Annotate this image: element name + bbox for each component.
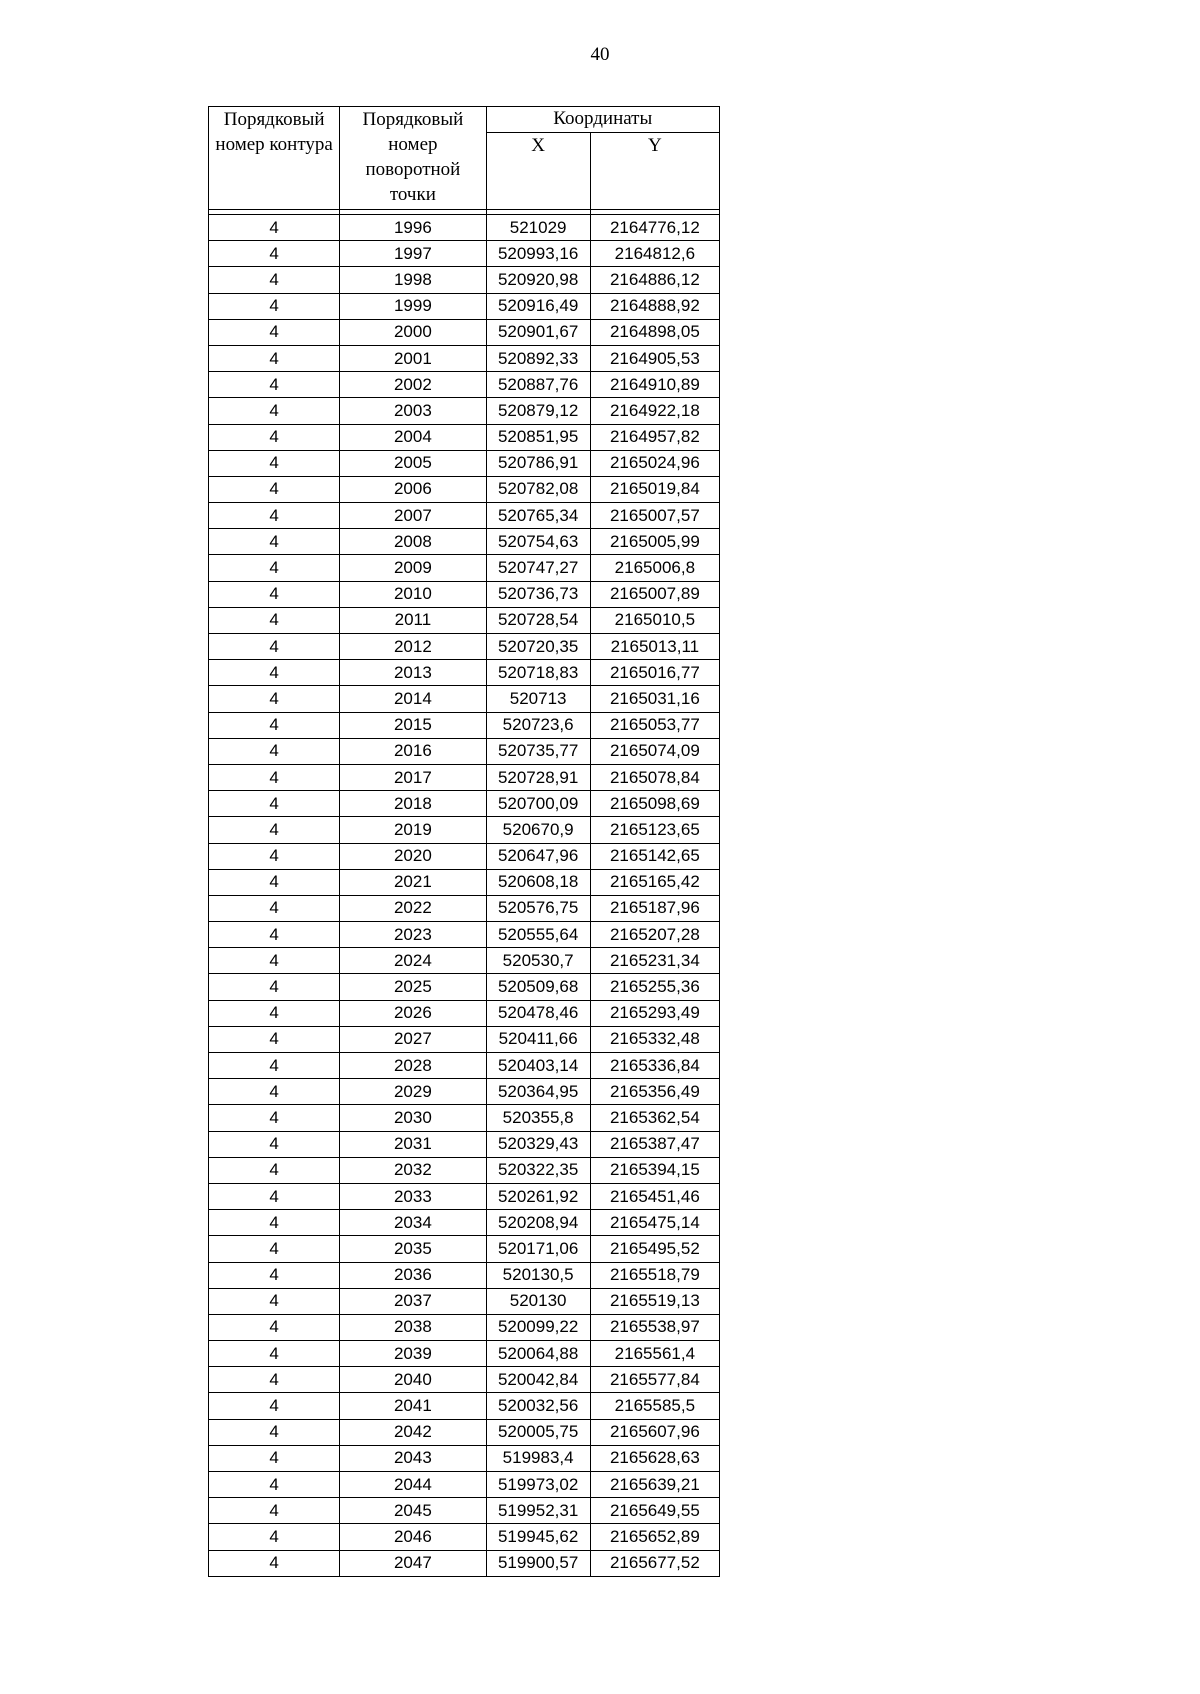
cell-point-number: 2024 (340, 948, 486, 974)
cell-y: 2165142,65 (590, 843, 719, 869)
cell-y: 2165495,52 (590, 1236, 719, 1262)
table-row (209, 1157, 720, 1183)
table-row (209, 1288, 720, 1314)
cell-point-number: 2034 (340, 1210, 486, 1236)
cell-contour-number: 4 (209, 817, 340, 843)
cell-point-number: 2023 (340, 922, 486, 948)
cell-point-number: 2039 (340, 1341, 486, 1367)
cell-x: 520718,83 (486, 660, 590, 686)
cell-y: 2165518,79 (590, 1262, 719, 1288)
table-row (209, 241, 720, 267)
cell-contour-number: 4 (209, 1053, 340, 1079)
cell-y: 2164910,89 (590, 372, 719, 398)
table-row (209, 476, 720, 502)
cell-point-number: 1999 (340, 293, 486, 319)
cell-point-number: 2007 (340, 503, 486, 529)
table-row (209, 529, 720, 555)
header-y: Y (590, 133, 719, 210)
cell-contour-number: 4 (209, 1314, 340, 1340)
table-row (209, 869, 720, 895)
cell-x: 520032,56 (486, 1393, 590, 1419)
cell-y: 2165007,89 (590, 581, 719, 607)
cell-point-number: 2004 (340, 424, 486, 450)
cell-x: 520735,77 (486, 738, 590, 764)
cell-x: 520322,35 (486, 1157, 590, 1183)
cell-x: 520130 (486, 1288, 590, 1314)
cell-x: 520782,08 (486, 476, 590, 502)
cell-y: 2165561,4 (590, 1341, 719, 1367)
cell-contour-number: 4 (209, 503, 340, 529)
cell-point-number: 2033 (340, 1183, 486, 1209)
table-row (209, 1393, 720, 1419)
table-row (209, 1079, 720, 1105)
cell-x: 520042,84 (486, 1367, 590, 1393)
cell-x: 520576,75 (486, 895, 590, 921)
table-row (209, 1341, 720, 1367)
cell-contour-number: 4 (209, 581, 340, 607)
cell-x: 519983,4 (486, 1445, 590, 1471)
cell-point-number: 2041 (340, 1393, 486, 1419)
cell-point-number: 1997 (340, 241, 486, 267)
cell-contour-number: 4 (209, 1367, 340, 1393)
cell-x: 519952,31 (486, 1498, 590, 1524)
table-row (209, 1314, 720, 1340)
table-row (209, 503, 720, 529)
table-row (209, 686, 720, 712)
table-row (209, 1000, 720, 1026)
cell-contour-number: 4 (209, 1445, 340, 1471)
cell-point-number: 2011 (340, 607, 486, 633)
cell-contour-number: 4 (209, 660, 340, 686)
cell-point-number: 2037 (340, 1288, 486, 1314)
cell-y: 2165019,84 (590, 476, 719, 502)
table-row (209, 1445, 720, 1471)
cell-point-number: 2035 (340, 1236, 486, 1262)
cell-y: 2165607,96 (590, 1419, 719, 1445)
cell-contour-number: 4 (209, 1079, 340, 1105)
cell-contour-number: 4 (209, 241, 340, 267)
cell-x: 520478,46 (486, 1000, 590, 1026)
cell-y: 2164905,53 (590, 345, 719, 371)
cell-contour-number: 4 (209, 372, 340, 398)
table-row (209, 1262, 720, 1288)
coordinates-table (208, 106, 720, 1577)
cell-y: 2165649,55 (590, 1498, 719, 1524)
cell-y: 2165123,65 (590, 817, 719, 843)
table-row (209, 1236, 720, 1262)
cell-y: 2165031,16 (590, 686, 719, 712)
cell-y: 2165231,34 (590, 948, 719, 974)
cell-x: 520723,6 (486, 712, 590, 738)
cell-y: 2164888,92 (590, 293, 719, 319)
cell-contour-number: 4 (209, 476, 340, 502)
cell-contour-number: 4 (209, 1105, 340, 1131)
cell-point-number: 2045 (340, 1498, 486, 1524)
cell-x: 520364,95 (486, 1079, 590, 1105)
cell-y: 2165451,46 (590, 1183, 719, 1209)
cell-x: 520879,12 (486, 398, 590, 424)
cell-contour-number: 4 (209, 634, 340, 660)
cell-y: 2165255,36 (590, 974, 719, 1000)
table-row (209, 1053, 720, 1079)
cell-point-number: 2022 (340, 895, 486, 921)
cell-contour-number: 4 (209, 607, 340, 633)
cell-x: 521029 (486, 215, 590, 241)
cell-contour-number: 4 (209, 738, 340, 764)
cell-y: 2165336,84 (590, 1053, 719, 1079)
cell-x: 520916,49 (486, 293, 590, 319)
cell-contour-number: 4 (209, 398, 340, 424)
cell-y: 2165024,96 (590, 450, 719, 476)
cell-y: 2165538,97 (590, 1314, 719, 1340)
cell-x: 520754,63 (486, 529, 590, 555)
cell-x: 520720,35 (486, 634, 590, 660)
table-row (209, 817, 720, 843)
cell-y: 2165098,69 (590, 791, 719, 817)
cell-point-number: 2013 (340, 660, 486, 686)
cell-x: 520736,73 (486, 581, 590, 607)
table-row (209, 1026, 720, 1052)
cell-contour-number: 4 (209, 948, 340, 974)
cell-x: 520555,64 (486, 922, 590, 948)
header-contour-number: Порядковый номер контура (209, 107, 340, 210)
cell-y: 2164922,18 (590, 398, 719, 424)
cell-contour-number: 4 (209, 450, 340, 476)
cell-contour-number: 4 (209, 1472, 340, 1498)
table-row (209, 1105, 720, 1131)
table-row (209, 215, 720, 241)
table-row (209, 1367, 720, 1393)
cell-x: 520765,34 (486, 503, 590, 529)
cell-contour-number: 4 (209, 764, 340, 790)
table-row (209, 738, 720, 764)
cell-x: 520728,91 (486, 764, 590, 790)
table-row (209, 948, 720, 974)
table-row (209, 267, 720, 293)
cell-point-number: 2038 (340, 1314, 486, 1340)
cell-y: 2165010,5 (590, 607, 719, 633)
cell-point-number: 2031 (340, 1131, 486, 1157)
cell-x: 520851,95 (486, 424, 590, 450)
table-row (209, 843, 720, 869)
cell-contour-number: 4 (209, 686, 340, 712)
cell-x: 520509,68 (486, 974, 590, 1000)
table-row (209, 634, 720, 660)
cell-x: 520261,92 (486, 1183, 590, 1209)
table-header (209, 107, 720, 210)
table-row (209, 1419, 720, 1445)
cell-point-number: 2014 (340, 686, 486, 712)
cell-x: 520901,67 (486, 319, 590, 345)
cell-y: 2164957,82 (590, 424, 719, 450)
cell-point-number: 2021 (340, 869, 486, 895)
table-row (209, 922, 720, 948)
cell-point-number: 2020 (340, 843, 486, 869)
cell-contour-number: 4 (209, 1131, 340, 1157)
cell-x: 520920,98 (486, 267, 590, 293)
cell-y: 2165005,99 (590, 529, 719, 555)
cell-contour-number: 4 (209, 895, 340, 921)
table-row (209, 1131, 720, 1157)
cell-contour-number: 4 (209, 1498, 340, 1524)
table-row (209, 1183, 720, 1209)
page-number: 40 (590, 44, 610, 65)
cell-y: 2165387,47 (590, 1131, 719, 1157)
cell-y: 2165677,52 (590, 1550, 719, 1576)
cell-contour-number: 4 (209, 293, 340, 319)
cell-contour-number: 4 (209, 1341, 340, 1367)
table-row (209, 450, 720, 476)
cell-y: 2164898,05 (590, 319, 719, 345)
cell-contour-number: 4 (209, 1288, 340, 1314)
cell-contour-number: 4 (209, 1236, 340, 1262)
cell-y: 2165332,48 (590, 1026, 719, 1052)
cell-x: 520887,76 (486, 372, 590, 398)
cell-y: 2165053,77 (590, 712, 719, 738)
cell-y: 2165078,84 (590, 764, 719, 790)
table-row (209, 424, 720, 450)
cell-contour-number: 4 (209, 791, 340, 817)
table-row (209, 607, 720, 633)
table-row (209, 319, 720, 345)
cell-x: 520329,43 (486, 1131, 590, 1157)
cell-contour-number: 4 (209, 1210, 340, 1236)
cell-x: 520064,88 (486, 1341, 590, 1367)
cell-point-number: 2000 (340, 319, 486, 345)
table-row (209, 791, 720, 817)
cell-y: 2165016,77 (590, 660, 719, 686)
table-row (209, 764, 720, 790)
cell-x: 520208,94 (486, 1210, 590, 1236)
table-row (209, 555, 720, 581)
cell-point-number: 2027 (340, 1026, 486, 1052)
cell-contour-number: 4 (209, 843, 340, 869)
cell-point-number: 2015 (340, 712, 486, 738)
cell-y: 2165293,49 (590, 1000, 719, 1026)
cell-y: 2165519,13 (590, 1288, 719, 1314)
table-row (209, 345, 720, 371)
table-row (209, 895, 720, 921)
cell-contour-number: 4 (209, 267, 340, 293)
cell-point-number: 1998 (340, 267, 486, 293)
cell-y: 2165628,63 (590, 1445, 719, 1471)
cell-point-number: 2030 (340, 1105, 486, 1131)
table-row (209, 1550, 720, 1576)
cell-point-number: 2026 (340, 1000, 486, 1026)
cell-point-number: 2040 (340, 1367, 486, 1393)
cell-y: 2165356,49 (590, 1079, 719, 1105)
cell-x: 520355,8 (486, 1105, 590, 1131)
cell-y: 2165585,5 (590, 1393, 719, 1419)
cell-point-number: 2025 (340, 974, 486, 1000)
cell-x: 520530,7 (486, 948, 590, 974)
cell-point-number: 2012 (340, 634, 486, 660)
table-row (209, 372, 720, 398)
cell-point-number: 1996 (340, 215, 486, 241)
cell-contour-number: 4 (209, 1550, 340, 1576)
cell-contour-number: 4 (209, 1524, 340, 1550)
cell-point-number: 2036 (340, 1262, 486, 1288)
cell-x: 520608,18 (486, 869, 590, 895)
cell-point-number: 2017 (340, 764, 486, 790)
cell-y: 2165362,54 (590, 1105, 719, 1131)
table-body (209, 210, 720, 1577)
cell-contour-number: 4 (209, 1183, 340, 1209)
cell-point-number: 2042 (340, 1419, 486, 1445)
cell-x: 520171,06 (486, 1236, 590, 1262)
cell-y: 2164886,12 (590, 267, 719, 293)
cell-contour-number: 4 (209, 1262, 340, 1288)
table-row (209, 1210, 720, 1236)
cell-x: 520993,16 (486, 241, 590, 267)
cell-contour-number: 4 (209, 555, 340, 581)
cell-contour-number: 4 (209, 1419, 340, 1445)
cell-x: 520670,9 (486, 817, 590, 843)
table-row (209, 712, 720, 738)
cell-point-number: 2001 (340, 345, 486, 371)
cell-contour-number: 4 (209, 319, 340, 345)
cell-x: 520099,22 (486, 1314, 590, 1340)
cell-contour-number: 4 (209, 1026, 340, 1052)
cell-contour-number: 4 (209, 1000, 340, 1026)
cell-point-number: 2002 (340, 372, 486, 398)
cell-contour-number: 4 (209, 1393, 340, 1419)
cell-y: 2164812,6 (590, 241, 719, 267)
cell-x: 520411,66 (486, 1026, 590, 1052)
cell-point-number: 2008 (340, 529, 486, 555)
cell-x: 520728,54 (486, 607, 590, 633)
cell-y: 2165207,28 (590, 922, 719, 948)
cell-point-number: 2018 (340, 791, 486, 817)
cell-x: 520713 (486, 686, 590, 712)
cell-y: 2165394,15 (590, 1157, 719, 1183)
cell-contour-number: 4 (209, 424, 340, 450)
cell-point-number: 2019 (340, 817, 486, 843)
cell-point-number: 2043 (340, 1445, 486, 1471)
cell-contour-number: 4 (209, 922, 340, 948)
cell-point-number: 2044 (340, 1472, 486, 1498)
cell-y: 2165165,42 (590, 869, 719, 895)
cell-y: 2164776,12 (590, 215, 719, 241)
cell-point-number: 2046 (340, 1524, 486, 1550)
cell-y: 2165074,09 (590, 738, 719, 764)
cell-point-number: 2028 (340, 1053, 486, 1079)
cell-x: 520403,14 (486, 1053, 590, 1079)
header-x: X (486, 133, 590, 210)
table-row (209, 398, 720, 424)
cell-x: 519900,57 (486, 1550, 590, 1576)
cell-y: 2165577,84 (590, 1367, 719, 1393)
cell-point-number: 2047 (340, 1550, 486, 1576)
cell-contour-number: 4 (209, 529, 340, 555)
cell-contour-number: 4 (209, 1157, 340, 1183)
cell-x: 520747,27 (486, 555, 590, 581)
cell-x: 520892,33 (486, 345, 590, 371)
cell-x: 520647,96 (486, 843, 590, 869)
cell-contour-number: 4 (209, 869, 340, 895)
cell-y: 2165475,14 (590, 1210, 719, 1236)
cell-x: 520700,09 (486, 791, 590, 817)
table-row (209, 660, 720, 686)
cell-x: 520005,75 (486, 1419, 590, 1445)
cell-point-number: 2032 (340, 1157, 486, 1183)
cell-point-number: 2006 (340, 476, 486, 502)
cell-y: 2165187,96 (590, 895, 719, 921)
cell-point-number: 2029 (340, 1079, 486, 1105)
cell-x: 519973,02 (486, 1472, 590, 1498)
cell-x: 520786,91 (486, 450, 590, 476)
cell-y: 2165007,57 (590, 503, 719, 529)
cell-contour-number: 4 (209, 345, 340, 371)
table-row (209, 1498, 720, 1524)
cell-y: 2165013,11 (590, 634, 719, 660)
cell-y: 2165652,89 (590, 1524, 719, 1550)
cell-contour-number: 4 (209, 974, 340, 1000)
cell-x: 519945,62 (486, 1524, 590, 1550)
cell-point-number: 2009 (340, 555, 486, 581)
cell-point-number: 2005 (340, 450, 486, 476)
cell-point-number: 2016 (340, 738, 486, 764)
table-row (209, 581, 720, 607)
table-row (209, 974, 720, 1000)
table-row (209, 1472, 720, 1498)
cell-point-number: 2010 (340, 581, 486, 607)
header-point-number: Порядковый номер поворотной точки (340, 107, 486, 210)
cell-contour-number: 4 (209, 712, 340, 738)
table-row (209, 293, 720, 319)
header-coordinates: Координаты (486, 107, 719, 133)
cell-y: 2165639,21 (590, 1472, 719, 1498)
cell-x: 520130,5 (486, 1262, 590, 1288)
cell-contour-number: 4 (209, 215, 340, 241)
cell-y: 2165006,8 (590, 555, 719, 581)
table-row (209, 1524, 720, 1550)
cell-point-number: 2003 (340, 398, 486, 424)
